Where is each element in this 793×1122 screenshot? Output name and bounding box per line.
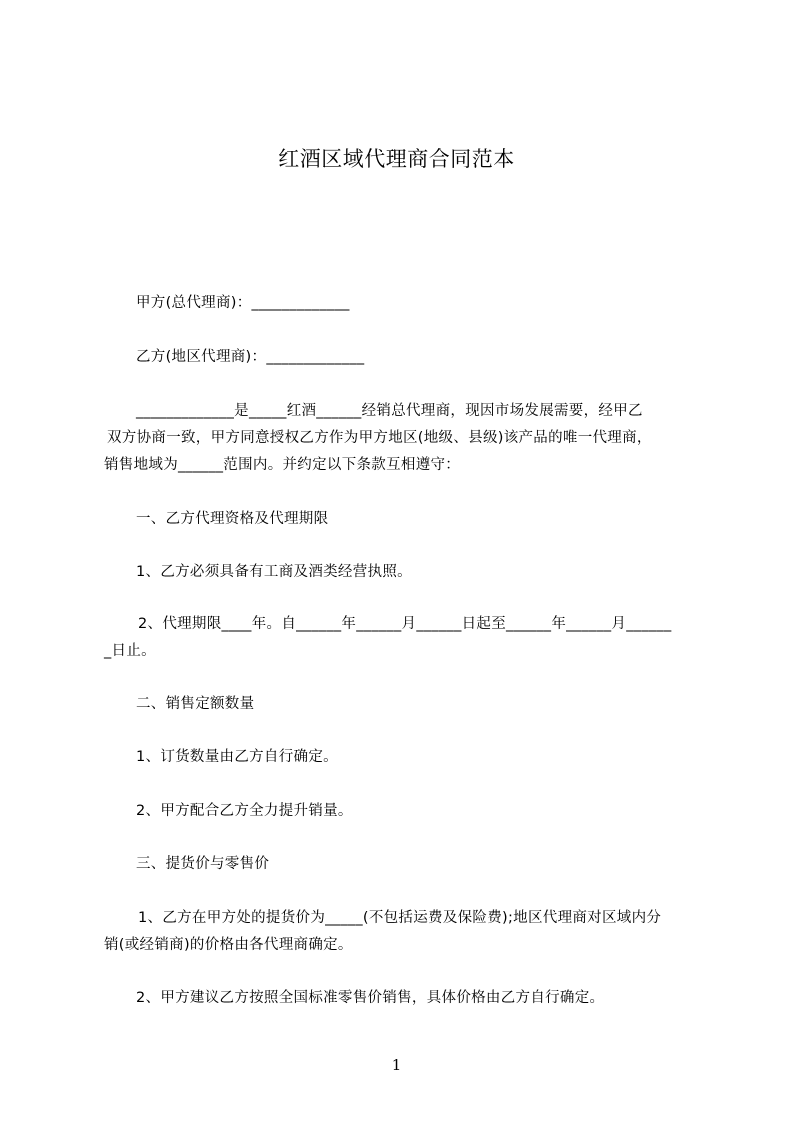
intro-paragraph-line-3: 销售地域为______范围内。并约定以下条款互相遵守： — [104, 457, 461, 473]
section-1-item-1: 1、乙方必须具备有工商及酒类经营执照。 — [136, 564, 412, 580]
section-3-item-1-line-2: 销(或经销商)的价格由各代理商确定。 — [104, 937, 353, 953]
intro-paragraph-line-2: 双方协商一致，甲方同意授权乙方作为甲方地区(地级、县级)该产品的唯一代理商， — [107, 430, 652, 446]
section-2-item-1: 1、订货数量由乙方自行确定。 — [136, 749, 338, 765]
party-b-line: 乙方(地区代理商)：_____________ — [136, 349, 365, 365]
page-number: 1 — [391, 1056, 402, 1074]
section-3-item-1-line-1: 1、乙方在甲方处的提货价为_____(不包括运费及保险费);地区代理商对区域内分 — [138, 910, 662, 926]
section-2-item-2: 2、甲方配合乙方全力提升销量。 — [136, 803, 353, 819]
section-3-item-2: 2、甲方建议乙方按照全国标准零售价销售，具体价格由乙方自行确定。 — [136, 990, 605, 1006]
intro-paragraph-line-1: _____________是_____红酒______经销总代理商，现因市场发展需要，经甲乙 — [136, 403, 643, 419]
section-1-item-2-line-1: 2、代理期限____年。自______年______月______日起至______年______月______ — [138, 616, 672, 632]
party-a-line: 甲方(总代理商)：_____________ — [136, 295, 350, 311]
section-2-heading: 二、销售定额数量 — [136, 696, 255, 712]
document-title: 红酒区域代理商合同范本 — [278, 147, 515, 171]
section-1-item-2-line-2: _日止。 — [104, 643, 156, 659]
section-3-heading: 三、提货价与零售价 — [136, 856, 270, 872]
section-1-heading: 一、乙方代理资格及代理期限 — [136, 511, 329, 527]
